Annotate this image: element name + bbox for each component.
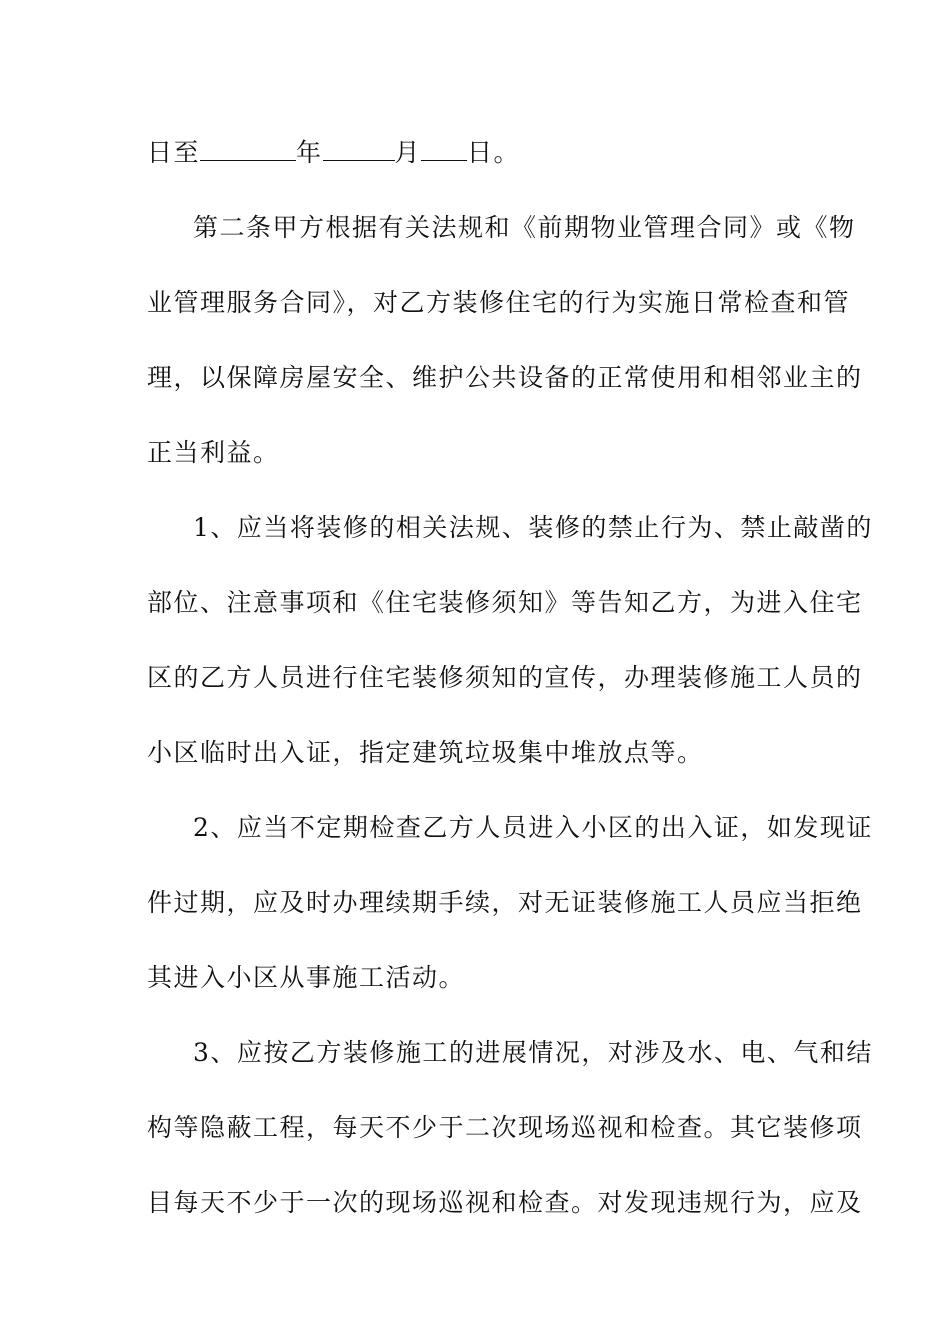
- paragraph-line: 2、应当不定期检查乙方人员进入小区的出入证，如发现证: [193, 813, 873, 842]
- paragraph-line: 目每天不少于一次的现场巡视和检查。对发现违规行为，应及: [147, 1188, 863, 1217]
- paragraph-line: 第二条甲方根据有关法规和《前期物业管理合同》或《物: [193, 213, 856, 242]
- paragraph-line: 理，以保障房屋安全、维护公共设备的正常使用和相邻业主的: [147, 363, 863, 392]
- paragraph-line: 部位、注意事项和《住宅装修须知》等告知乙方，为进入住宅: [147, 588, 863, 617]
- paragraph-line: 区的乙方人员进行住宅装修须知的宣传，办理装修施工人员的: [147, 663, 863, 692]
- paragraph-line: 3、应按乙方装修施工的进展情况，对涉及水、电、气和结: [193, 1038, 873, 1067]
- paragraph-line: 正当利益。: [147, 438, 280, 467]
- year-blank: [200, 138, 296, 161]
- paragraph-line: 构等隐蔽工程，每天不少于二次现场巡视和检查。其它装修项: [147, 1113, 863, 1142]
- paragraph-line: 小区临时出入证，指定建筑垃圾集中堆放点等。: [147, 738, 704, 767]
- date-line-part4: 日。: [467, 138, 521, 167]
- paragraph-line: 1、应当将装修的相关法规、装修的禁止行为、禁止敲凿的: [193, 513, 873, 542]
- paragraph-line: 业管理服务合同》，对乙方装修住宅的行为实施日常检查和管: [147, 288, 851, 317]
- day-blank: [421, 138, 467, 161]
- paragraph-line: 件过期，应及时办理续期手续，对无证装修施工人员应当拒绝: [147, 888, 863, 917]
- date-line-part2: 年: [296, 138, 323, 167]
- month-blank: [323, 138, 395, 161]
- date-line-part3: 月: [394, 138, 422, 167]
- date-line: [147, 136, 817, 170]
- paragraph-line: 其进入小区从事施工活动。: [147, 963, 466, 992]
- date-line-part1: 日至: [147, 138, 201, 167]
